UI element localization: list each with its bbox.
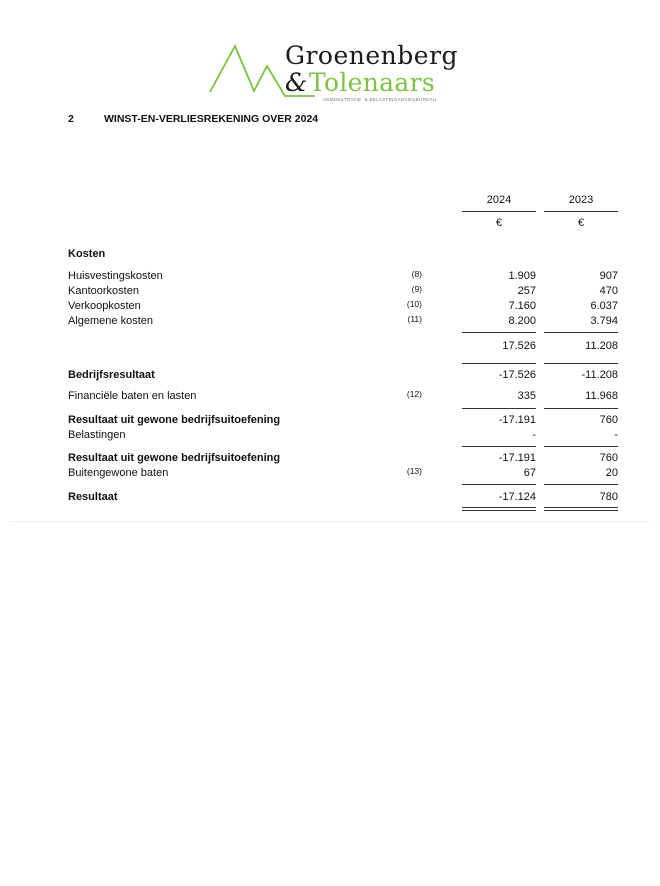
value-2023: 760 xyxy=(599,414,618,426)
logo-name-line2: Tolenaars xyxy=(309,68,435,97)
row-note: (10) xyxy=(406,299,422,309)
subtotal-rule xyxy=(462,332,536,333)
value-2023: 907 xyxy=(599,270,618,282)
section-number: 2 xyxy=(68,113,74,125)
rule xyxy=(544,446,618,447)
header-rule xyxy=(462,211,536,212)
section-kosten: Kosten xyxy=(68,248,106,260)
value-2023: 20 xyxy=(605,467,618,479)
table-row xyxy=(68,390,618,404)
value-2023: -11.208 xyxy=(581,369,618,381)
rule xyxy=(462,408,536,409)
rule xyxy=(544,363,618,364)
value-2024: - xyxy=(532,429,536,441)
value-2023: 780 xyxy=(599,491,618,503)
logo-ampersand: & xyxy=(285,68,308,97)
value-2024: 257 xyxy=(517,285,536,297)
rule xyxy=(462,446,536,447)
value-2023: 3.794 xyxy=(590,315,618,327)
row-label: Kantoorkosten xyxy=(68,285,139,297)
table-row xyxy=(68,315,618,329)
page-title: WINST-EN-VERLIESREKENING OVER 2024 xyxy=(104,113,319,125)
row-label: Huisvestingskosten xyxy=(68,270,163,282)
value-2023: 11.968 xyxy=(585,390,618,402)
rule xyxy=(462,363,536,364)
table-row xyxy=(68,467,618,481)
value-2024: -17.191 xyxy=(498,452,536,464)
currency-2023: € xyxy=(577,217,585,229)
table-row-total xyxy=(68,491,618,505)
row-label: Resultaat uit gewone bedrijfsuitoefening xyxy=(68,414,281,426)
table-row xyxy=(68,300,618,314)
value-2024: 335 xyxy=(517,390,536,402)
currency-2024: € xyxy=(495,217,503,229)
rule xyxy=(544,408,618,409)
value-2023: 11.208 xyxy=(585,340,618,352)
value-2024: -17.191 xyxy=(498,414,536,426)
total-double-rule xyxy=(544,507,618,511)
subtotal-rule xyxy=(544,332,618,333)
row-label: Resultaat uit gewone bedrijfsuitoefening xyxy=(68,452,281,464)
company-logo xyxy=(205,40,459,105)
row-note: (12) xyxy=(406,389,422,399)
table-row xyxy=(68,369,618,383)
value-2024: -17.526 xyxy=(498,369,536,381)
row-note: (8) xyxy=(411,269,422,279)
row-label: Financiële baten en lasten xyxy=(68,390,197,402)
total-double-rule xyxy=(462,507,536,511)
row-note: (11) xyxy=(407,314,422,324)
page-edge-divider xyxy=(10,521,650,522)
rule xyxy=(462,484,536,485)
row-label: Resultaat xyxy=(68,491,118,503)
value-2024: -17.124 xyxy=(498,491,536,503)
value-2024: 1.909 xyxy=(508,270,536,282)
value-2024: 7.160 xyxy=(508,300,536,312)
table-row xyxy=(68,285,618,299)
value-2023: 6.037 xyxy=(590,300,618,312)
logo-name-line1: Groenenberg xyxy=(285,41,459,70)
rule xyxy=(544,484,618,485)
row-note: (9) xyxy=(411,284,422,294)
row-label: Algemene kosten xyxy=(68,315,153,327)
column-header-2023: 2023 xyxy=(568,194,594,206)
header-rule xyxy=(544,211,618,212)
row-label: Belastingen xyxy=(68,429,126,441)
table-row xyxy=(68,270,618,284)
column-header-2024: 2024 xyxy=(486,194,512,206)
logo-tagline: ADMINISTRATIE- & BELASTINGADVIESBUREAU xyxy=(323,97,437,102)
table-row-subtotal xyxy=(68,340,618,354)
value-2023: 760 xyxy=(599,452,618,464)
table-row xyxy=(68,429,618,443)
value-2023: - xyxy=(614,429,618,441)
value-2024: 8.200 xyxy=(508,315,536,327)
value-2024: 67 xyxy=(523,467,536,479)
table-row xyxy=(68,414,618,428)
value-2023: 470 xyxy=(599,285,618,297)
row-label: Bedrijfsresultaat xyxy=(68,369,155,381)
row-note: (13) xyxy=(406,466,422,476)
row-label: Verkoopkosten xyxy=(68,300,141,312)
table-row xyxy=(68,452,618,466)
value-2024: 17.526 xyxy=(502,340,536,352)
row-label: Buitengewone baten xyxy=(68,467,169,479)
